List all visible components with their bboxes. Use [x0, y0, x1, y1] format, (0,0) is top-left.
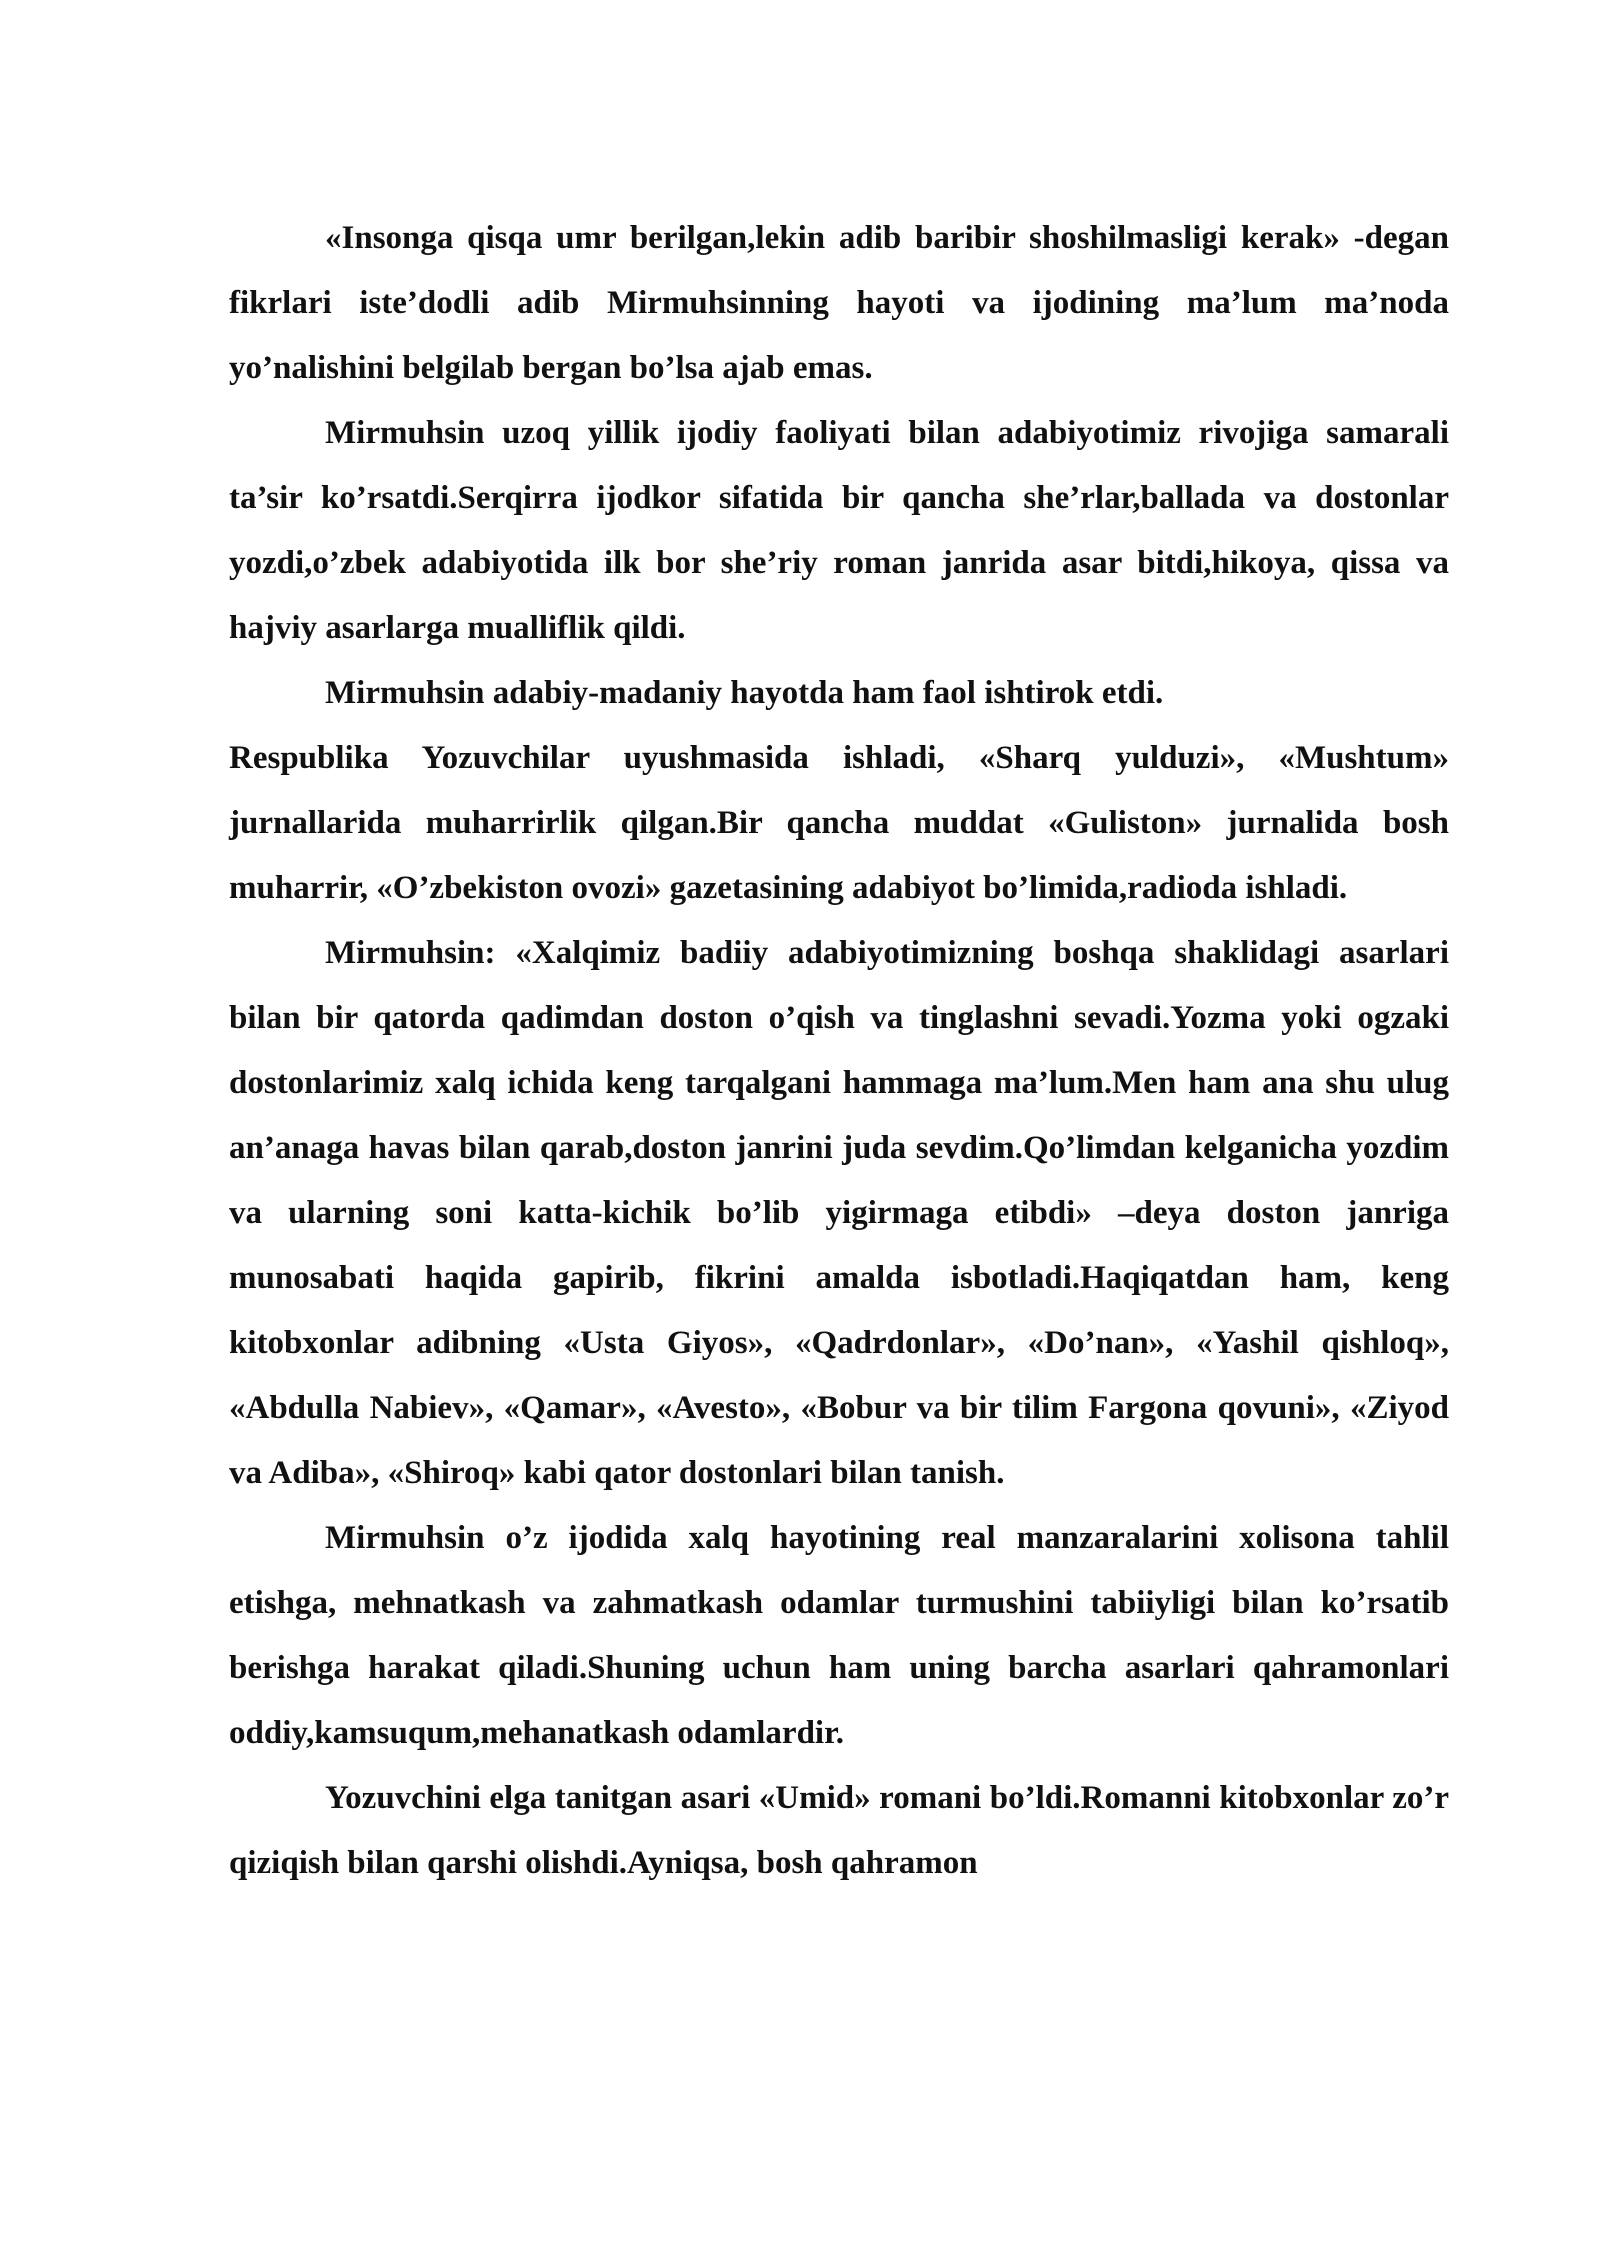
- paragraph-5: Mirmuhsin: «Xalqimiz badiiy adabiyotimizning boshqa shaklidagi asarlari bilan bir qatorda qadimdan doston o’qish va tinglashni sevadi.Yozma yoki ogzaki dostonlarimiz xalq ichida keng tarqalgani hammaga ma’lum.Men ham ana shu ulug an’anaga havas bilan qarab,doston janrini juda sevdim.Qo’limdan kelganicha yozdim va ularning soni katta-kichik bo’lib yigirmaga etibdi» –deya doston janriga munosabati haqida gapirib, fikrini amalda isbotladi.Haqiqatdan ham, keng kitobxonlar adibning «Usta Giyos», «Qadrdonlar», «Do’nan», «Yashil qishloq», «Abdulla Nabiev», «Qamar», «Avesto», «Bobur va bir tilim Fargona qovuni», «Ziyod va Adiba», «Shiroq» kabi qator dostonlari bilan tanish.: [229, 935, 1449, 1491]
- paragraph-2: Mirmuhsin uzoq yillik ijodiy faoliyati bilan adabiyotimiz rivojiga samarali ta’sir ko’rsatdi.Serqirra ijodkor sifatida bir qancha she’rlar,ballada va dostonlar yozdi,o’zbek adabiyotida ilk bor she’riy roman janrida asar bitdi,hikoya, qissa va hajviy asarlarga mualliflik qildi.: [229, 415, 1449, 646]
- paragraph-6: Mirmuhsin o’z ijodida xalq hayotining real manzaralarini xolisona tahlil etishga, mehnatkash va zahmatkash odamlar turmushini tabiiyligi bilan ko’rsatib berishga harakat qiladi.Shuning uchun ham uning barcha asarlari qahramonlari oddiy,kamsuqum,mehanatkash odamlardir.: [229, 1520, 1449, 1751]
- paragraph-7: Yozuvchini elga tanitgan asari «Umid» romani bo’ldi.Romanni kitobxonlar zo’r qiziqish bilan qarshi olishdi.Ayniqsa, bosh qahramon: [229, 1780, 1449, 1881]
- paragraph-1: «Insonga qisqa umr berilgan,lekin adib baribir shoshilmasligi kerak» -degan fikrlari iste’dodli adib Mirmuhsinning hayoti va ijodining ma’lum ma’noda yo’nalishini belgilab bergan bo’lsa ajab emas.: [229, 220, 1449, 386]
- paragraph-4: Respublika Yozuvchilar uyushmasida ishladi, «Sharq yulduzi», «Mushtum» jurnallarida muharrirlik qilgan.Bir qancha muddat «Guliston» jurnalida bosh muharrir, «O’zbekiston ovozi» gazetasining adabiyot bo’limida,radioda ishladi.: [229, 740, 1449, 906]
- document-body: [229, 206, 1449, 1896]
- paragraph-3: Mirmuhsin adabiy-madaniy hayotda ham faol ishtirok etdi.: [325, 675, 1164, 711]
